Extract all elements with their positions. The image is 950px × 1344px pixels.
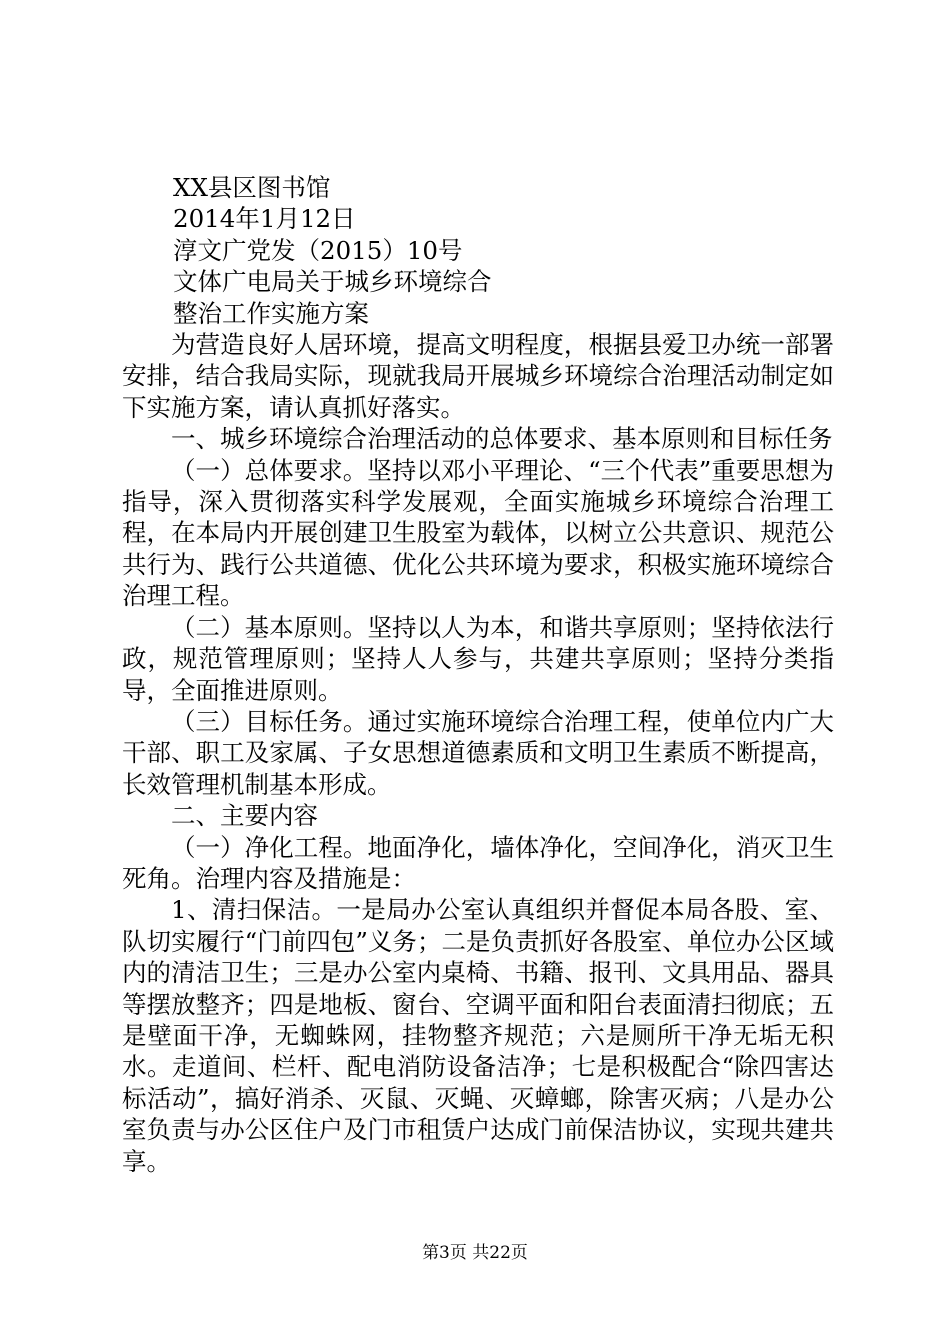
section-heading-1: 一、城乡环境综合治理活动的总体要求、基本原则和目标任务 — [171, 424, 833, 454]
header-line-doc-number: 淳文广党发（2015）10号 — [173, 235, 463, 265]
document-body — [122, 172, 834, 1177]
section-heading-2: 二、主要内容 — [171, 801, 318, 831]
paragraph-cleaning: 1、清扫保洁。一是局办公室认真组织并督促本局各股、室、队切实履行“门前四包”义务；二是负责抓好各股室、单位办公区域内的清洁卫生；三是办公室内桌椅、书籍、报刊、文具用品、器具等摆放整齐；四是地板、窗台、空调平面和阳台表面清扫彻底；五是壁面干净，无蜘蛛网，挂物整齐规范；六是厕所干净无垢无积水。走道间、栏杆、配电消防设备洁净；七是积极配合“除四害达标活动”，搞好消杀、灭鼠、灭蝇、灭蟑螂，除害灭病；八是办公室负责与办公区住户及门市租赁户达成门前保洁协议，实现共建共享。 — [122, 895, 834, 1176]
header-line-date: 2014年1月12日 — [173, 204, 356, 234]
paragraph-basic-principles: （二）基本原则。坚持以人为本，和谐共享原则；坚持依法行政，规范管理原则；坚持人人参与，共建共享原则；坚持分类指导，全面推进原则。 — [122, 612, 834, 705]
header-line-title-2: 整治工作实施方案 — [173, 298, 369, 328]
paragraph-target-tasks: （三）目标任务。通过实施环境综合治理工程，使单位内广大干部、职工及家属、子女思想道德素质和文明卫生素质不断提高，长效管理机制基本形成。 — [122, 706, 834, 799]
paragraph-general-requirements: （一）总体要求。坚持以邓小平理论、“三个代表”重要思想为指导，深入贯彻落实科学发展观，全面实施城乡环境综合治理工程，在本局内开展创建卫生股室为载体，以树立公共意识、规范公共行为、践行公共道德、优化公共环境为要求，积极实施环境综合治理工程。 — [122, 455, 834, 611]
header-line-title-1: 文体广电局关于城乡环境综合 — [173, 267, 492, 297]
paragraph-intro: 为营造良好人居环境，提高文明程度，根据县爱卫办统一部署安排，结合我局实际，现就我局开展城乡环境综合治理活动制定如下实施方案，请认真抓好落实。 — [122, 330, 834, 422]
header-line-library: XX县区图书馆 — [173, 173, 331, 202]
page-footer: 第3页 共22页 — [422, 1243, 528, 1263]
paragraph-purification-project: （一）净化工程。地面净化，墙体净化，空间净化，消灭卫生死角。治理内容及措施是： — [122, 832, 834, 893]
